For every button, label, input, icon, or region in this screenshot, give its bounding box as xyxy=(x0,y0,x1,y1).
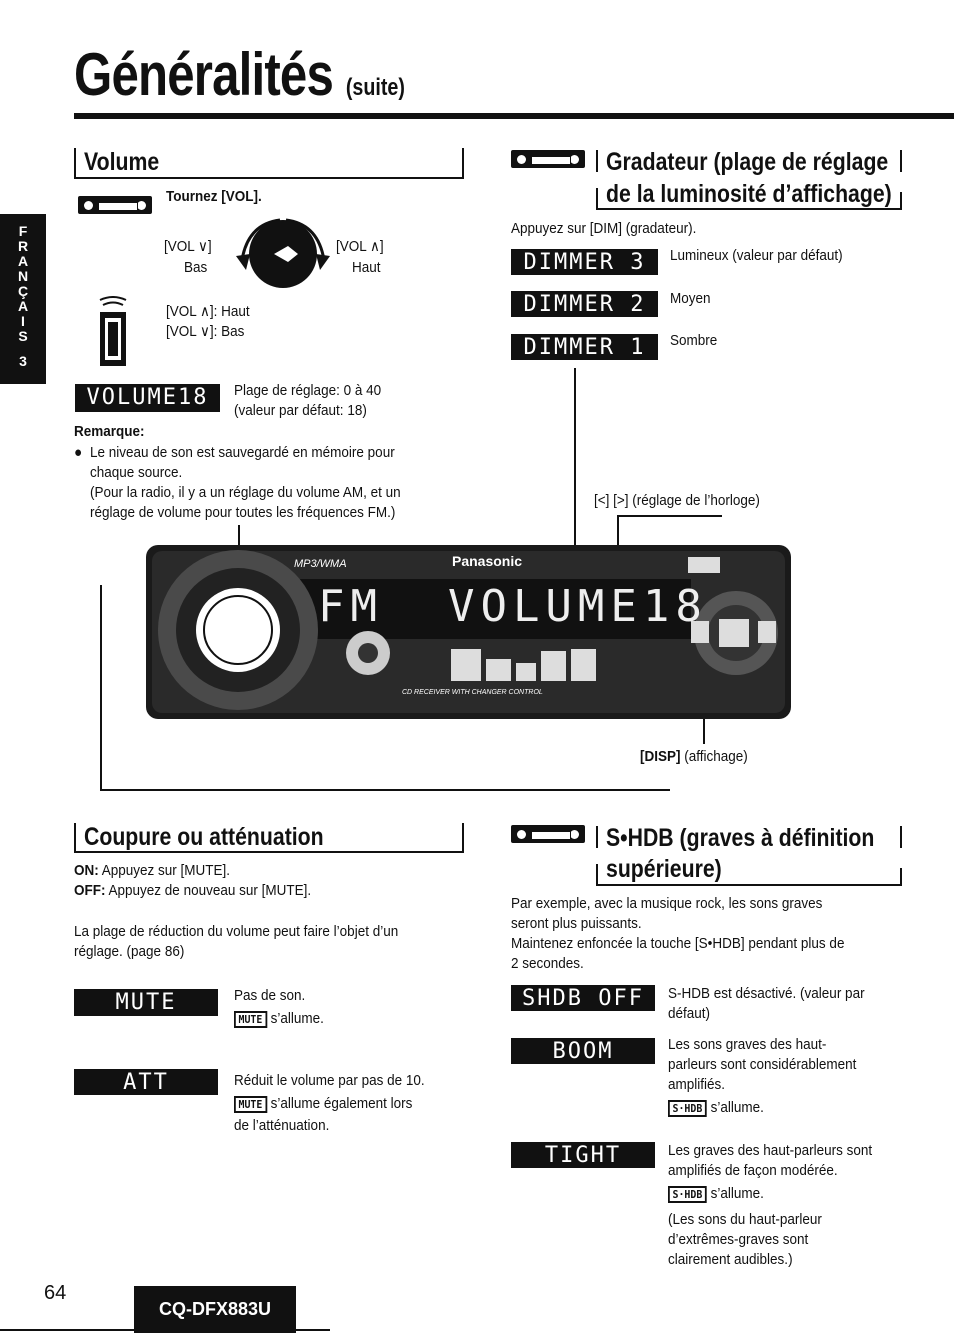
mute-callout-line xyxy=(100,585,102,790)
boom-lcd: BOOM xyxy=(511,1038,655,1064)
volume-instruction: Tournez [VOL]. xyxy=(166,188,262,205)
dimmer-bracket-left-2 xyxy=(596,188,598,210)
mute-on-line: ON: Appuyez sur [MUTE]. xyxy=(74,862,231,879)
shdb-para-4: 2 secondes. xyxy=(511,955,584,972)
shdb-off-desc-1: S-HDB est désactivé. (valeur par xyxy=(668,985,865,1002)
mute-bracket-left xyxy=(74,823,76,853)
shdb-heading-underline xyxy=(596,884,902,886)
mute-callout-line-h xyxy=(100,789,670,791)
shdb-para-3: Maintenez enfoncée la touche [S•HDB] pendant plus de xyxy=(511,935,845,952)
remark-line-3: (Pour la radio, il y a un réglage du volume AM, et un xyxy=(90,484,401,501)
shdb-bracket-left-2 xyxy=(596,864,598,886)
shdb-indicator-badge: S·HDB xyxy=(668,1186,707,1203)
mute-heading-underline xyxy=(74,851,464,853)
dimmer-1-desc: Sombre xyxy=(670,332,718,349)
footer-rule xyxy=(0,1329,330,1331)
language-side-tab: F R A N Ç A I S 3 xyxy=(0,214,46,384)
shdb-heading-line-2: supérieure) xyxy=(606,855,722,883)
dimmer-heading-line-1: Gradateur (plage de réglage xyxy=(606,148,889,176)
mute-lights-line: MUTE s’allume. xyxy=(234,1009,324,1029)
volume-default: (valeur par défaut: 18) xyxy=(234,402,367,419)
dimmer-instruction: Appuyez sur [DIM] (gradateur). xyxy=(511,220,697,237)
vol-down-meaning: Bas xyxy=(184,259,208,276)
page-title: Généralités (suite) xyxy=(74,41,405,108)
mute-para-2: réglage. (page 86) xyxy=(74,943,185,960)
remote-vol-down-text: [VOL ∨]: Bas xyxy=(166,323,245,340)
volume-bracket-right xyxy=(462,148,464,178)
shdb-para-1: Par exemple, avec la musique rock, les sons graves xyxy=(511,895,823,912)
clock-callout-line-h xyxy=(617,515,722,517)
boom-desc-2: parleurs sont considérablement xyxy=(668,1056,857,1073)
dimmer-bracket-right-2 xyxy=(900,192,902,210)
att-lights-line: MUTE s’allume également lors xyxy=(234,1094,412,1114)
att-lcd-display: ATT xyxy=(74,1069,218,1095)
remote-vol-up-text: [VOL ∧]: Haut xyxy=(166,303,250,320)
mute-desc: Pas de son. xyxy=(234,987,306,1004)
brand-logo: Panasonic xyxy=(452,553,523,569)
dim-callout-line xyxy=(574,368,576,568)
dimmer-heading-line-2: de la luminosité d’affichage) xyxy=(606,180,892,208)
tight-lcd: TIGHT xyxy=(511,1142,655,1168)
vol-up-meaning: Haut xyxy=(352,259,381,276)
mute-bracket-right xyxy=(462,823,464,853)
dimmer-3-desc: Lumineux (valeur par défaut) xyxy=(670,247,843,264)
mute-heading: Coupure ou atténuation xyxy=(84,823,324,851)
mute-indicator-badge: MUTE xyxy=(234,1011,267,1028)
remark-line-2: chaque source. xyxy=(90,464,183,481)
volume-heading-underline xyxy=(74,177,464,179)
remark-line-4: réglage de volume pour toutes les fréquences FM.) xyxy=(90,504,396,521)
remark-title: Remarque: xyxy=(74,423,145,440)
page-number: 64 xyxy=(44,1282,67,1304)
dimmer-2-lcd: DIMMER 2 xyxy=(511,291,658,317)
model-number: CQ-DFX883U xyxy=(134,1286,296,1333)
shdb-bracket-left xyxy=(596,826,598,848)
shdb-bracket-right-2 xyxy=(900,868,902,886)
vol-up-button-label: [VOL ∧] xyxy=(336,238,384,255)
format-logo: MP3/WMA xyxy=(294,558,347,570)
shdb-indicator-badge: S·HDB xyxy=(668,1100,707,1117)
boom-desc-3: amplifiés. xyxy=(668,1076,726,1093)
remark-bullet: ● xyxy=(74,444,83,461)
head-unit-icon xyxy=(511,825,585,843)
tight-desc-3: (Les sons du haut-parleur xyxy=(668,1211,822,1228)
remote-control-icon xyxy=(96,296,130,368)
mute-indicator-badge: MUTE xyxy=(234,1096,267,1113)
volume-knob-icon xyxy=(228,212,338,292)
vol-down-button-label: [VOL ∨] xyxy=(164,238,212,255)
att-lights-line-2: de l’atténuation. xyxy=(234,1117,330,1134)
volume-range: Plage de réglage: 0 à 40 xyxy=(234,382,382,399)
shdb-bracket-right xyxy=(900,826,902,848)
tight-desc-5: clairement audibles.) xyxy=(668,1251,793,1268)
dimmer-heading-underline xyxy=(596,208,902,210)
tight-desc-4: d’extrêmes-graves sont xyxy=(668,1231,809,1248)
page-title-suffix: (suite) xyxy=(345,74,405,101)
radio-subtitle: CD RECEIVER WITH CHANGER CONTROL xyxy=(402,689,543,696)
dimmer-bracket-left xyxy=(596,150,598,172)
header-rule xyxy=(74,113,954,119)
shdb-off-lcd: SHDB OFF xyxy=(511,985,655,1011)
disp-label: [DISP] (affichage) xyxy=(640,748,748,765)
head-unit-icon xyxy=(78,196,152,214)
mute-lcd-display: MUTE xyxy=(74,989,218,1016)
tight-lights-line: S·HDB s’allume. xyxy=(668,1184,764,1204)
dimmer-bracket-right xyxy=(900,150,902,172)
dimmer-1-lcd: DIMMER 1 xyxy=(511,334,658,360)
clock-adjust-label: [<] [>] (réglage de l’horloge) xyxy=(594,492,760,509)
shdb-off-desc-2: défaut) xyxy=(668,1005,711,1022)
volume-lcd-display: VOLUME18 xyxy=(75,384,220,412)
mute-off-line: OFF: Appuyez de nouveau sur [MUTE]. xyxy=(74,882,312,899)
mute-para-1: La plage de réduction du volume peut faire l’objet d’un xyxy=(74,923,399,940)
boom-lights-line: S·HDB s’allume. xyxy=(668,1098,764,1118)
volume-bracket-left xyxy=(74,148,76,178)
shdb-para-2: seront plus puissants. xyxy=(511,915,642,932)
radio-display-text: FM VOLUME18 xyxy=(318,581,708,632)
remark-line-1: Le niveau de son est sauvegardé en mémoire pour xyxy=(90,444,395,461)
shdb-heading-line-1: S•HDB (graves à définition xyxy=(606,824,875,852)
att-desc: Réduit le volume par pas de 10. xyxy=(234,1072,425,1089)
tight-desc-2: amplifiés de façon modérée. xyxy=(668,1162,838,1179)
head-unit-icon xyxy=(511,150,585,168)
section-number: 3 xyxy=(19,353,27,369)
dimmer-2-desc: Moyen xyxy=(670,290,711,307)
volume-heading: Volume xyxy=(84,148,160,176)
dimmer-3-lcd: DIMMER 3 xyxy=(511,249,658,275)
boom-desc-1: Les sons graves des haut- xyxy=(668,1036,827,1053)
tight-desc-1: Les graves des haut-parleurs sont xyxy=(668,1142,873,1159)
